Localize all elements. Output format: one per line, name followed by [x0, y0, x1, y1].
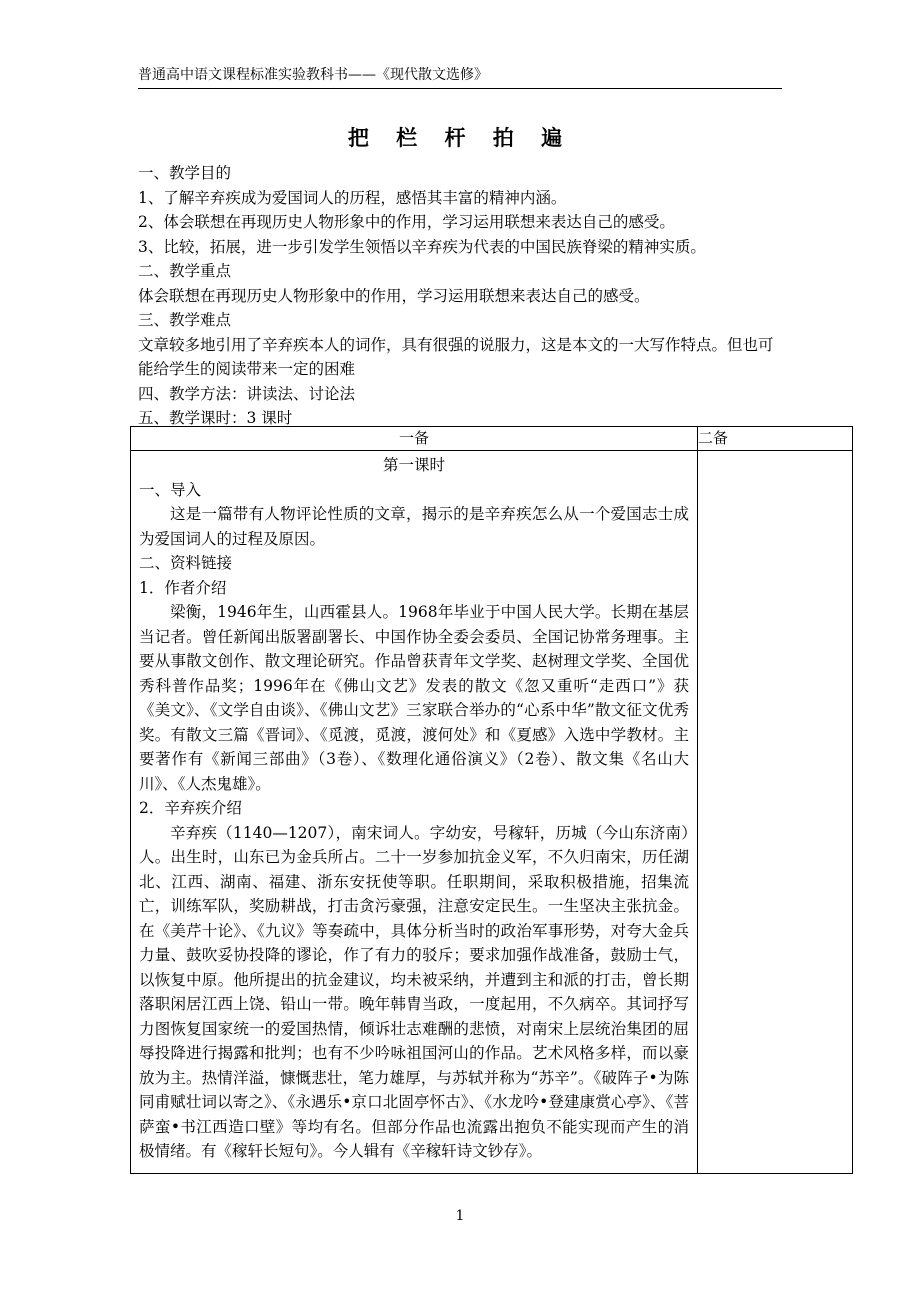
xin-heading: 2．辛弃疾介绍: [139, 799, 242, 817]
goal-item: 1、了解辛弃疾成为爱国词人的历程，感悟其丰富的精神内涵。: [138, 188, 567, 207]
intro-text: 这是一篇带有人物评论性质的文章，揭示的是辛弃疾怎么从一个爱国志士成为爱国词人的过程及原因。: [139, 505, 689, 548]
author-text: 梁衡，1946年生，山西霍县人。1968年毕业于中国人民大学。长期在基层当记者。曾任新闻出版署副署长、中国作协全委会委员、全国记协常务理事。主要从事散文创作、散文理论研究。作品曾获青年文学奖、赵树理文学奖、全国优秀科普作品奖；1996年在《佛山文艺》发表的散文《忽又重听“走西口”》获《美文》、《文学自由谈》、《佛山文艺》三家联合举办的“心系中华”散文征文优秀奖。有散文三篇《晋词》、《觅渡，觅渡，渡何处》和《夏感》入选中学教材。主要著作有《新闻三部曲》（3卷）、《数理化通俗演义》（2卷）、散文集《名山大川》、《人杰鬼雄》。: [139, 603, 689, 793]
author-heading: 1．作者介绍: [139, 578, 227, 597]
difficulty-text: 文章较多地引用了辛弃疾本人的词作，具有很强的说服力，这是本文的一大写作特点。但也可能给学生的阅读带来一定的困难: [138, 335, 774, 378]
xin-text: 辛弃疾（1140—1207），南宋词人。字幼安，号稼轩，历城（今山东济南）人。出生时，山东已为金兵所占。二十一岁参加抗金义军，不久归南宋，历任湖北、江西、湖南、福建、浙东安抚使等职。任职期间，采取积极措施，招集流亡，训练军队，奖励耕战，打击贪污豪强，注意安定民生。一生坚决主张抗金。在《美芹十论》、《九议》等奏疏中，具体分析当时的政治军事形势，对夸大金兵力量、鼓吹妥协投降的谬论，作了有力的驳斥；要求加强作战准备，鼓励士气，以恢复中原。他所提出的抗金建议，均未被采纳，并遭到主和派的打击，曾长期落职闲居江西上饶、铅山一带。晚年韩胄当政，一度起用，不久病卒。其词抒写力图恢复国家统一的爱国热情，倾诉壮志难酬的悲愤，对南宋上层统治集团的屈辱投降进行揭露和批判；也有不少吟咏祖国河山的作品。艺术风格多样，而以豪放为主。热情洋溢，慷慨悲壮，笔力雄厚，与苏轼并称为“苏辛”。《破阵子•为陈同甫赋壮词以寄之》、《永遇乐•京口北固亭怀古》、《水龙吟•登建康赏心亭》、《菩萨蛮•书江西造口壁》等均有名。但部分作品也流露出抱负不能实现而产生的消极情绪。有《稼轩长短句》。今人辑有《辛稼轩诗文钞存》。: [139, 823, 689, 1160]
lesson-title: 第一课时: [382, 456, 445, 474]
col-header-first-prep: 一备: [131, 427, 698, 451]
goal-item: 3、比较，拓展，进一步引发学生领悟以辛弃疾为代表的中国民族脊梁的精神实质。: [138, 237, 706, 256]
method-line: 四、教学方法：讲读法、讨论法: [138, 384, 356, 403]
teaching-plan-intro: [138, 161, 788, 431]
links-heading: 二、资料链接: [139, 554, 233, 572]
table-header-row: [131, 427, 853, 451]
difficulty-heading: 三、教学难点: [138, 311, 232, 329]
document-title: 把 栏 杆 拍 遍: [347, 125, 573, 150]
table-content-row: [131, 451, 853, 1174]
focus-heading: 二、教学重点: [138, 262, 232, 280]
second-prep-cell: [698, 451, 853, 1174]
goal-item: 2、体会联想在再现历史人物形象中的作用，学习运用联想来表达自己的感受。: [138, 213, 675, 231]
page-header: 普通高中语文课程标准实验教科书——《现代散文选修》: [138, 64, 782, 89]
first-prep-cell: [131, 451, 698, 1174]
col-header-second-prep: 二备: [698, 427, 853, 451]
page-number: 1: [455, 1208, 465, 1224]
intro-heading: 一、导入: [139, 480, 202, 499]
goals-heading: 一、教学目的: [138, 164, 232, 182]
hours-line: 五、教学课时：3 课时: [138, 409, 293, 427]
lesson-table: [130, 426, 853, 1174]
focus-text: 体会联想在再现历史人物形象中的作用，学习运用联想来表达自己的感受。: [138, 286, 650, 305]
